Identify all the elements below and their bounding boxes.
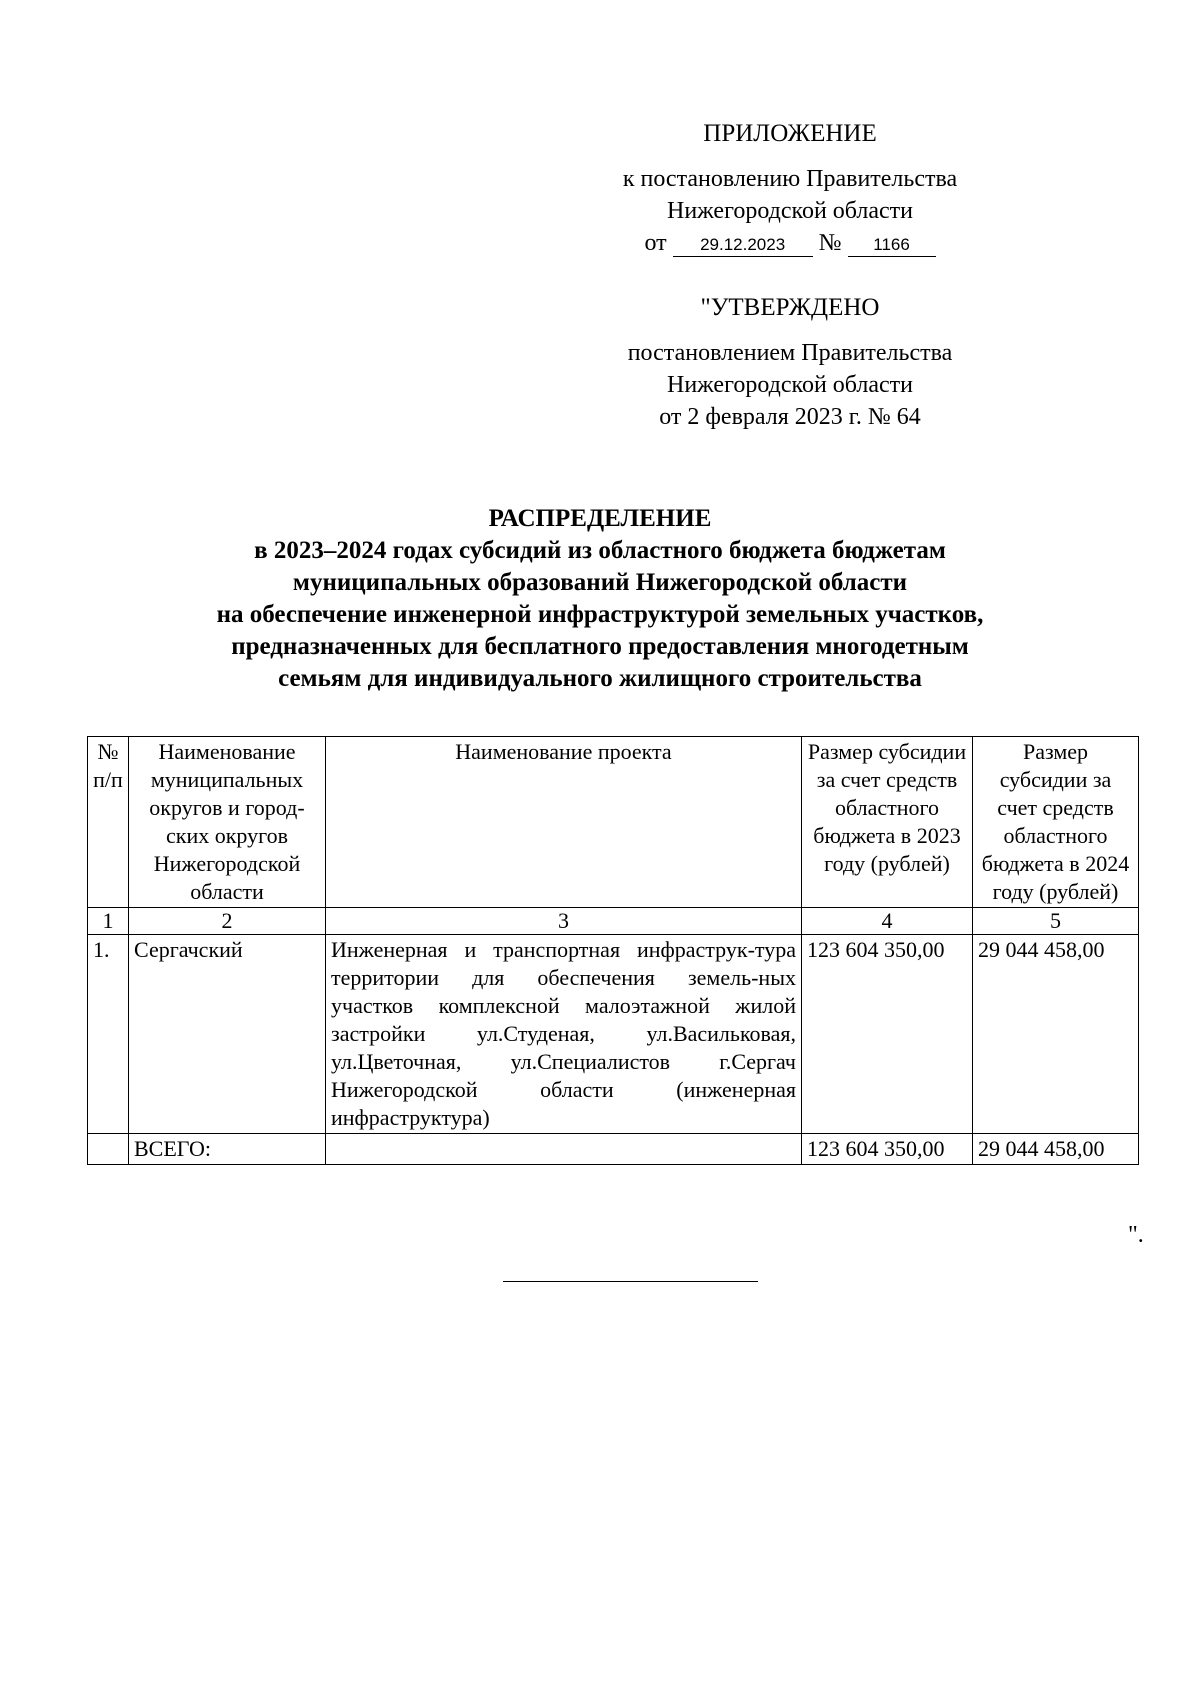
title-line-5: предназначенных для бесплатного предоставления многодетным	[231, 633, 969, 660]
approved-line-2: Нижегородской области	[666, 372, 914, 398]
separator-line	[503, 1281, 758, 1282]
row-amount-2023: 123 604 350,00	[802, 935, 973, 1134]
approved-line-1: постановлением Правительства	[627, 340, 953, 366]
approved-line-3: от 2 февраля 2023 г. № 64	[659, 404, 921, 430]
number-sign: №	[818, 230, 842, 256]
table-header-row	[88, 737, 1139, 908]
title-line-1: РАСПРЕДЕЛЕНИЕ	[488, 505, 712, 532]
title-line-3: муниципальных образований Нижегородской области	[292, 569, 908, 596]
distribution-table	[87, 736, 1139, 1165]
appendix-block	[560, 117, 1020, 259]
appendix-date-line	[560, 227, 1020, 259]
title-line-2: в 2023–2024 годах субсидий из областного бюджета бюджетам	[254, 537, 946, 564]
title-line-6: семьям для индивидуального жилищного строительства	[278, 665, 922, 692]
header-amount-2023: Размер субсидии за счет средств областного бюджета в 2023 году (рублей)	[802, 737, 973, 908]
total-number-cell	[88, 1134, 129, 1165]
row-number: 1.	[88, 935, 129, 1134]
date-prefix: от	[644, 230, 667, 256]
total-amount-2024: 29 044 458,00	[973, 1134, 1139, 1165]
total-row	[88, 1134, 1139, 1165]
total-amount-2023: 123 604 350,00	[802, 1134, 973, 1165]
resolution-number: 1166	[848, 234, 936, 257]
row-municipality: Сергачский	[129, 935, 326, 1134]
document-title	[100, 503, 1100, 695]
row-amount-2024: 29 044 458,00	[973, 935, 1139, 1134]
closing-quote: ".	[1128, 1222, 1144, 1248]
column-number-row	[88, 908, 1139, 935]
table-row	[88, 935, 1139, 1134]
approved-heading: "УТВЕРЖДЕНО	[700, 294, 880, 321]
appendix-heading: ПРИЛОЖЕНИЕ	[703, 120, 877, 147]
resolution-date: 29.12.2023	[673, 234, 813, 257]
column-number: 3	[326, 908, 802, 935]
header-amount-2024: Размер субсидии за счет средств областного бюджета в 2024 году (рублей)	[973, 737, 1139, 908]
title-line-4: на обеспечение инженерной инфраструктурой земельных участков,	[216, 601, 984, 628]
total-project-cell	[326, 1134, 802, 1165]
approved-block	[560, 291, 1020, 433]
column-number: 2	[129, 908, 326, 935]
header-number: № п/п	[88, 737, 129, 908]
column-number: 5	[973, 908, 1139, 935]
appendix-line-1: к постановлению Правительства	[622, 166, 958, 192]
header-municipality: Наименование муниципальных округов и город-ских округов Нижегородской области	[129, 737, 326, 908]
total-label: ВСЕГО:	[129, 1134, 326, 1165]
row-project: Инженерная и транспортная инфраструк-тура территории для обеспечения земель-ных участков комплексной малоэтажной жилой застройки ул.Студеная, ул.Васильковая, ул.Цветочная, ул.Специалистов г.Сергач Нижегородской области (инженерная инфраструктура)	[326, 935, 802, 1134]
appendix-line-2: Нижегородской области	[666, 198, 914, 224]
column-number: 4	[802, 908, 973, 935]
header-project: Наименование проекта	[326, 737, 802, 908]
column-number: 1	[88, 908, 129, 935]
